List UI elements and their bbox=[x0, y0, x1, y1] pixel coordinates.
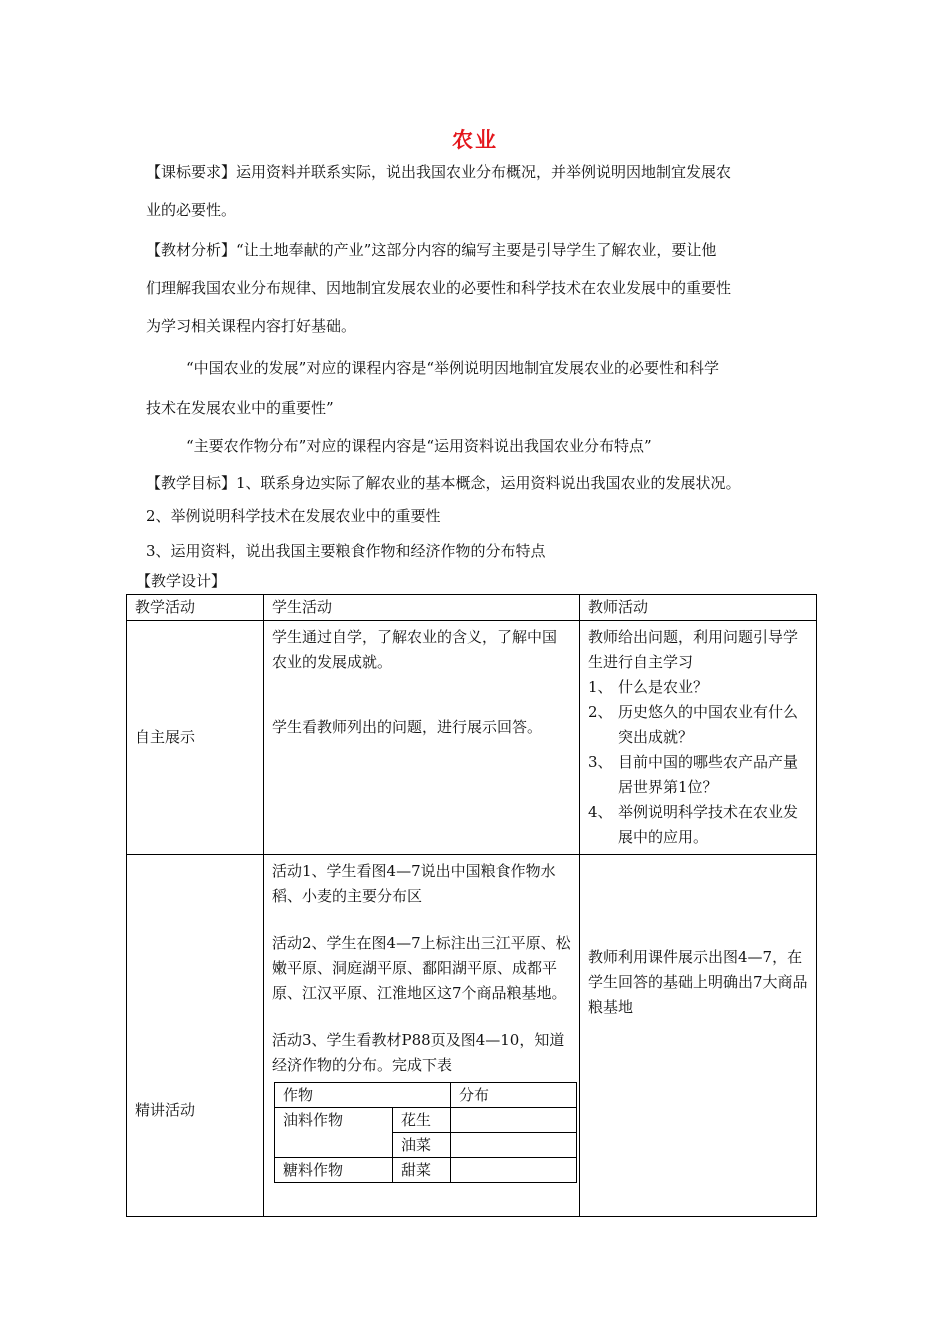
curriculum-requirement-text: 运用资料并联系实际，说出我国农业分布概况，并举例说明因地制宜发展农 bbox=[236, 163, 732, 181]
textbook-analysis-label: 【教材分析】 bbox=[146, 241, 237, 259]
sugar-crops: 糖料作物 bbox=[275, 1158, 393, 1183]
teaching-goal-3: 3、运用资料，说出我国主要粮食作物和经济作物的分布特点 bbox=[146, 542, 546, 560]
crop-distribution-table bbox=[274, 1082, 577, 1183]
student-cell bbox=[264, 621, 580, 855]
teaching-design-label: 【教学设计】 bbox=[136, 572, 227, 590]
textbook-analysis-text-2: 们理解我国农业分布规律、因地制宜发展农业的必要性和科学技术在农业发展中的重要性 bbox=[146, 279, 732, 297]
header-teaching-activity: 教学活动 bbox=[127, 595, 264, 621]
table-row bbox=[127, 621, 817, 855]
teaching-goals-label: 【教学目标】 bbox=[146, 474, 237, 492]
activity-cell: 自主展示 bbox=[127, 621, 264, 855]
textbook-analysis-text-3: 为学习相关课程内容打好基础。 bbox=[146, 317, 357, 335]
beet-distribution[interactable] bbox=[451, 1158, 577, 1183]
textbook-analysis bbox=[146, 231, 811, 345]
student-text-2: 学生看教师列出的问题，进行展示回答。 bbox=[272, 718, 543, 736]
question-1: 1、 什么是农业？ bbox=[588, 678, 709, 696]
curriculum-requirement bbox=[146, 153, 811, 229]
rapeseed-distribution[interactable] bbox=[451, 1133, 577, 1158]
para-2-line-2: 技术在发展农业中的重要性” bbox=[146, 399, 334, 417]
teacher-cell bbox=[580, 855, 817, 1217]
peanut: 花生 bbox=[393, 1108, 451, 1133]
student-text-1: 学生通过自学，了解农业的含义，了解中国农业的发展成就。 bbox=[272, 628, 558, 671]
beet: 甜菜 bbox=[393, 1158, 451, 1183]
teacher-text: 教师利用课件展示出图4—7，在学生回答的基础上明确出7大商品粮基地 bbox=[588, 948, 808, 1016]
oil-crops: 油料作物 bbox=[275, 1108, 393, 1158]
teaching-goal-1: 1、联系身边实际了解农业的基本概念，运用资料说出我国农业的发展状况。 bbox=[236, 474, 741, 492]
textbook-analysis-para-2 bbox=[186, 349, 811, 387]
teacher-cell bbox=[580, 621, 817, 855]
curriculum-requirement-label: 【课标要求】 bbox=[146, 163, 237, 181]
rapeseed: 油菜 bbox=[393, 1133, 451, 1158]
page-title: 农业 bbox=[452, 128, 498, 152]
question-2: 2、 历史悠久的中国农业有什么突出成就？ bbox=[588, 703, 799, 746]
inner-header-crop: 作物 bbox=[275, 1083, 451, 1108]
table-header-row bbox=[127, 595, 817, 621]
header-teacher-activity: 教师活动 bbox=[580, 595, 817, 621]
teaching-design-table bbox=[126, 594, 817, 1217]
activity-cell: 精讲活动 bbox=[127, 855, 264, 1217]
textbook-analysis-text: “让土地奉献的产业”这部分内容的编写主要是引导学生了解农业，要让他 bbox=[236, 241, 717, 259]
activity-3: 活动3、学生看教材P88页及图4—10，知道经济作物的分布。完成下表 bbox=[272, 1031, 565, 1074]
header-student-activity: 学生活动 bbox=[264, 595, 580, 621]
table-row bbox=[127, 855, 817, 1217]
activity-1: 活动1、学生看图4—7说出中国粮食作物水稻、小麦的主要分布区 bbox=[272, 862, 556, 905]
question-4: 4、 举例说明科学技术在农业发展中的应用。 bbox=[588, 803, 799, 846]
activity-2: 活动2、学生在图4—7上标注出三江平原、松嫩平原、洞庭湖平原、鄱阳湖平原、成都平原、江汉平原、江淮地区这7个商品粮基地。 bbox=[272, 934, 571, 1002]
teacher-intro: 教师给出问题，利用问题引导学生进行自主学习 1、 什么是农业？ 2、 历史悠久的中国农业有什么突出成就？ 3、 目前中国的哪些农产品产量居世界第1位？ 4、 举例说明科学技术在农业发展中的应用。 bbox=[580, 621, 816, 854]
curriculum-requirement-text-cont: 业的必要性。 bbox=[146, 201, 237, 219]
student-cell bbox=[264, 855, 580, 1217]
textbook-analysis-para-3: “主要农作物分布”对应的课程内容是“运用资料说出我国农业分布特点” bbox=[186, 437, 652, 455]
para-2-line-1: “中国农业的发展”对应的课程内容是“举例说明因地制宜发展农业的必要性和科学 bbox=[186, 359, 720, 377]
inner-header-distribution: 分布 bbox=[451, 1083, 577, 1108]
question-3: 3、 目前中国的哪些农产品产量居世界第1位？ bbox=[588, 753, 799, 796]
teaching-goals bbox=[146, 464, 811, 502]
peanut-distribution[interactable] bbox=[451, 1108, 577, 1133]
teaching-goal-2: 2、举例说明科学技术在发展农业中的重要性 bbox=[146, 507, 441, 525]
